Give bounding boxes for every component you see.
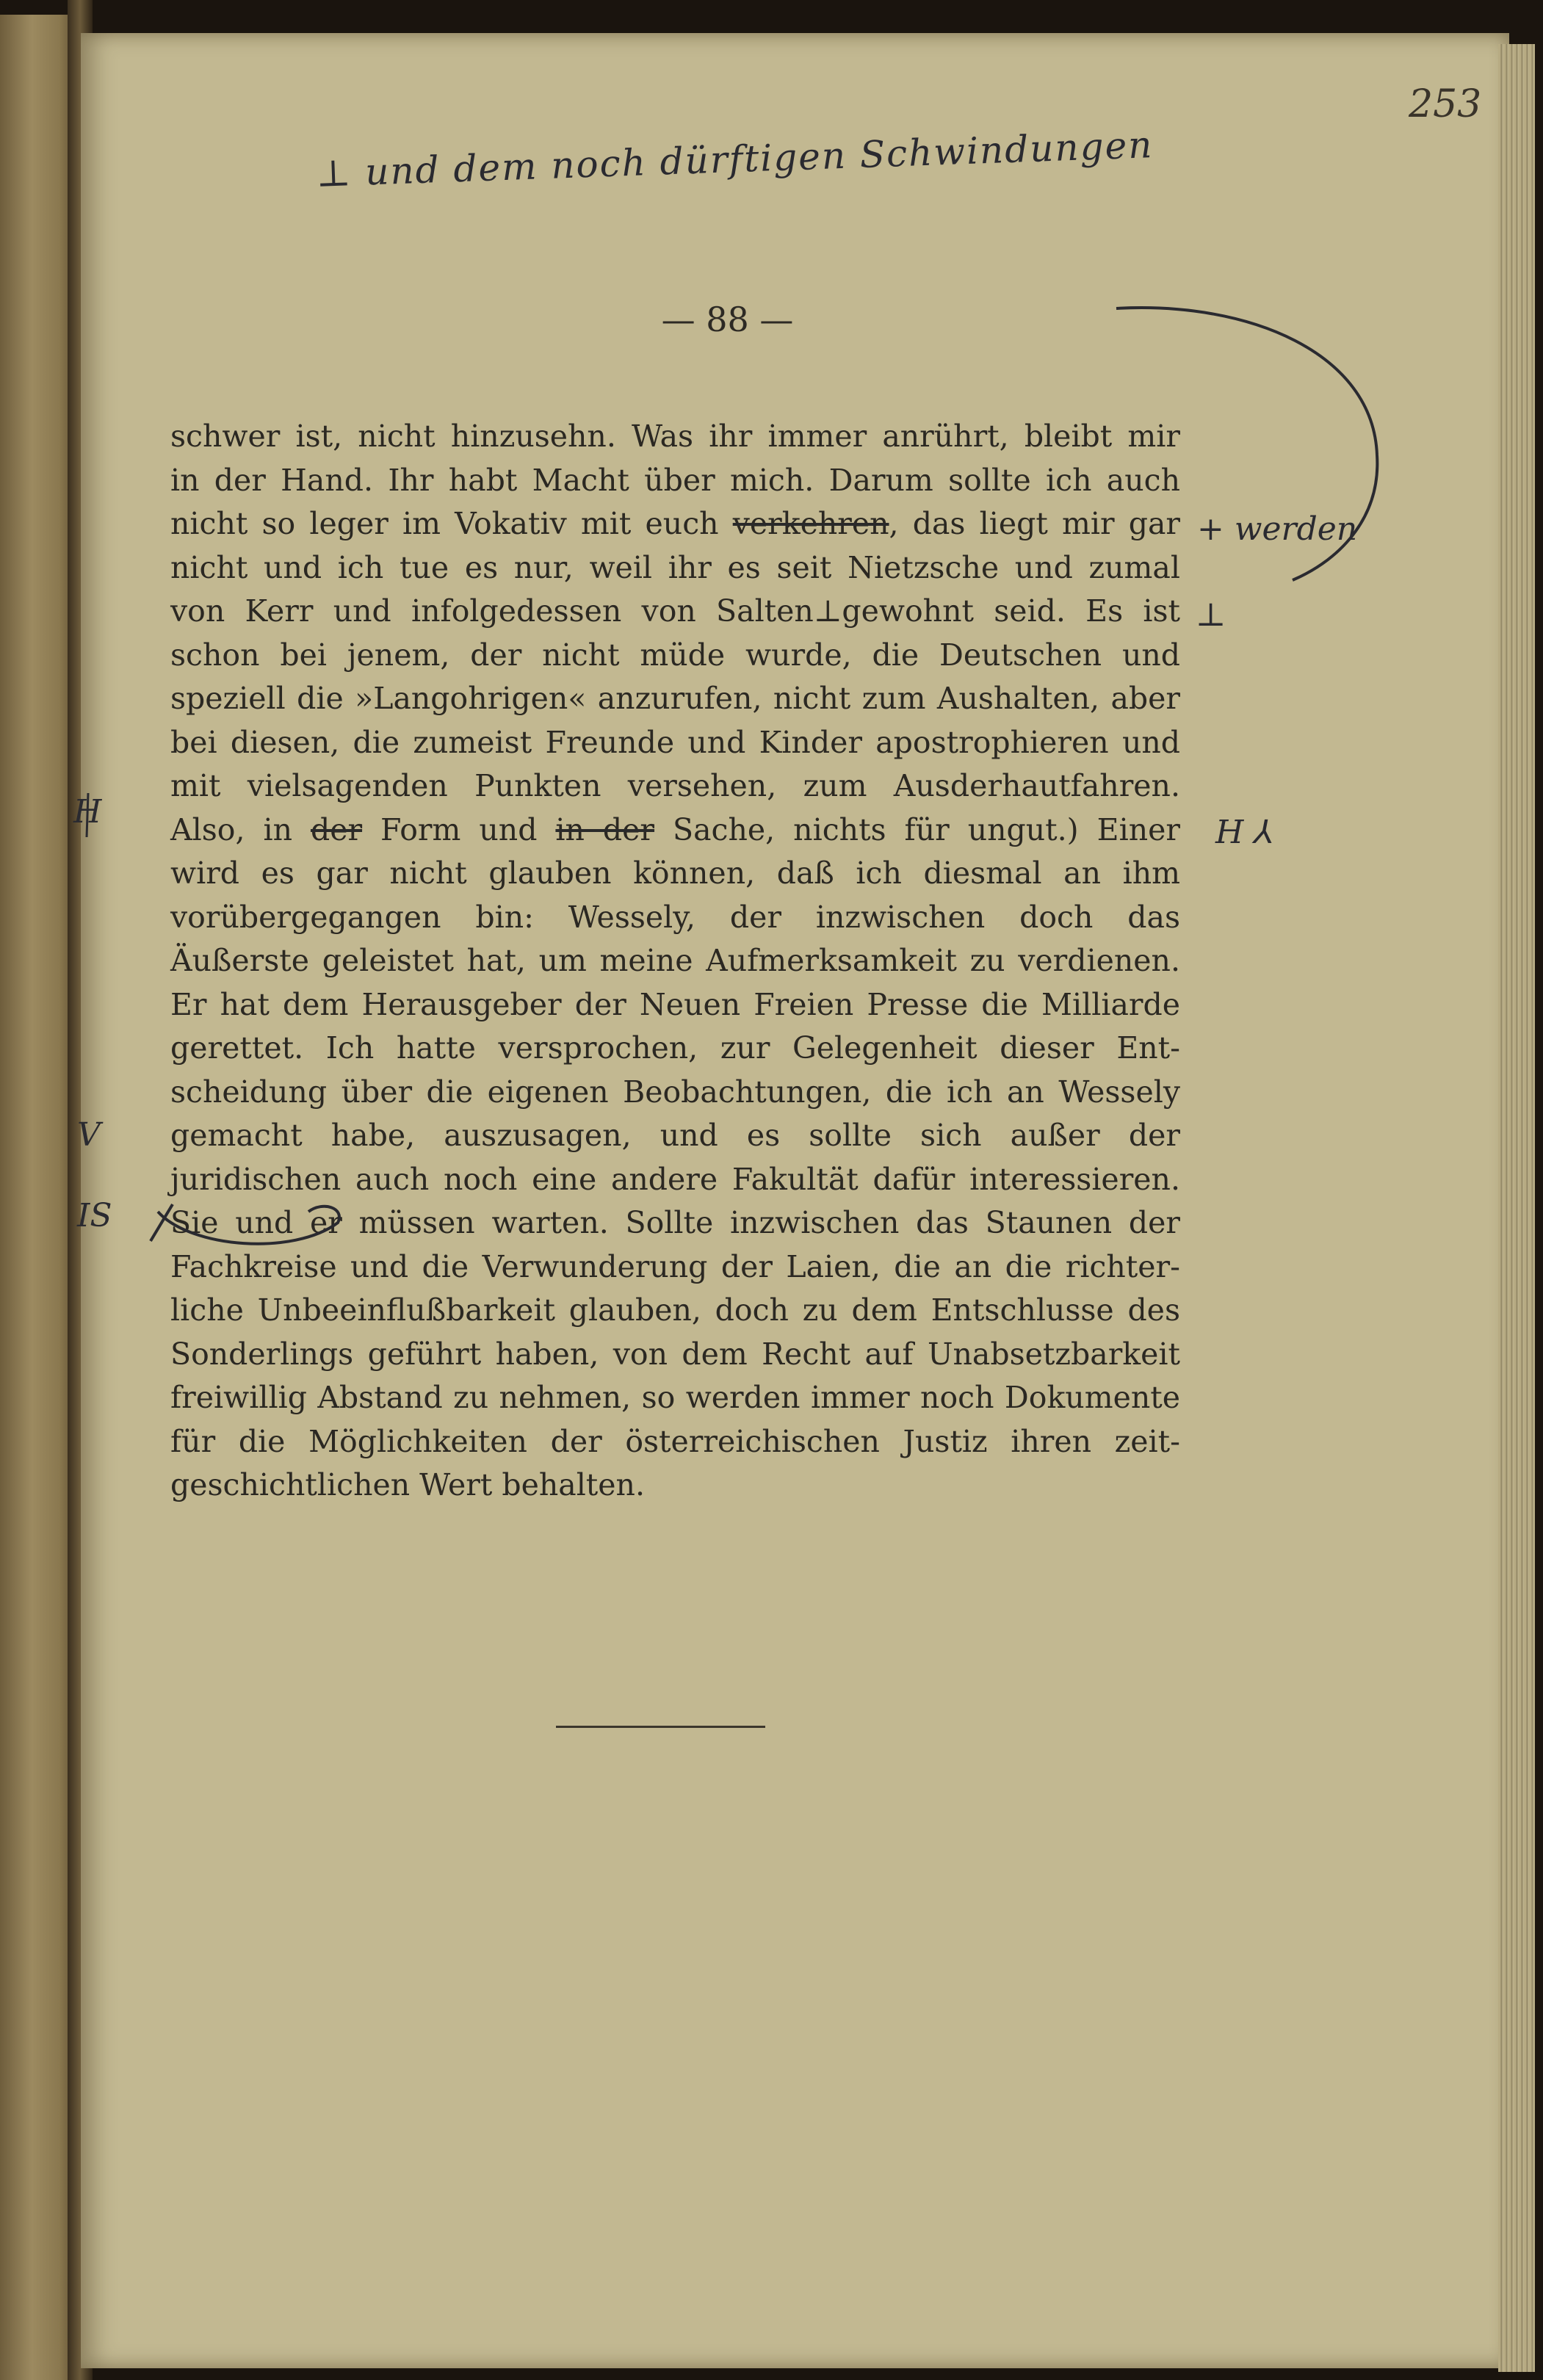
text-line: scheidung über die eigenen Beobachtungen, die ich an Wessely [170,1074,1180,1110]
text-line: Sonderlings geführt haben, von dem Recht auf Unabsetzbarkeit [170,1336,1180,1372]
margin-mark-left: IS [77,1197,112,1234]
text-line: Er hat dem Herausgeber der Neuen Freien Presse die Milliarde [170,986,1180,1022]
struck-word: der [310,811,363,847]
struck-word: verkehren [732,506,889,541]
struck-word: in der [555,811,655,847]
text-line: für die Möglichkeiten der österreichischen Justiz ihren zeit- [170,1423,1180,1459]
text-line: gemacht habe, auszusagen, und es sollte sich außer der [170,1118,1180,1153]
text-line-with-deletion: Also, in der Form und in der Sache, nichts für ungut.) Einer [170,811,1180,847]
margin-note-werden: + werden [1197,510,1358,548]
handwritten-top-note: ⊥ und dem noch dürftigen Schwindungen [315,123,1154,195]
page-stack-edge [1498,44,1535,2372]
text-line: mit vielsagenden Punkten versehen, zum Ausderhautfahren. [170,768,1180,803]
text-line: Sie und er müssen warten. Sollte inzwischen das Staunen der [170,1205,1180,1240]
text-line: juridischen auch noch eine andere Fakultät dafür interessieren. [170,1161,1180,1197]
text-line: liche Unbeeinflußbarkeit glauben, doch zu dem Entschlusse des [170,1292,1180,1328]
margin-mark-insert: ⊥ [1196,596,1226,634]
text-line: geschichtlichen Wert behalten. [170,1467,645,1502]
text-line: Äußerste geleistet hat, um meine Aufmerksamkeit zu verdienen. [170,943,1180,978]
text-line: bei diesen, die zumeist Freunde und Kinder apostrophieren und [170,724,1180,760]
page-number: — 88 — [661,300,794,339]
text-line: schon bei jenem, der nicht müde wurde, die Deutschen und [170,637,1180,673]
closing-rule [556,1726,765,1728]
text-line: wird es gar nicht glauben können, daß ich diesmal an ihm [170,856,1180,891]
margin-mark-right: H ⅄ [1215,814,1274,851]
text-line: gerettet. Ich hatte versprochen, zur Gelegenheit dieser Ent- [170,1030,1180,1066]
text-line: schwer ist, nicht hinzusehn. Was ihr immer anrührt, bleibt mir [170,419,1180,454]
text-line: speziell die »Langohrigen« anzurufen, nicht zum Aushalten, aber [170,681,1180,716]
text-line: von Kerr und infolgedessen von Salten⊥gewohnt seid. Es ist [170,593,1180,629]
text-line: freiwillig Abstand zu nehmen, so werden immer noch Dokumente [170,1380,1180,1415]
folio-number: 253 [1409,82,1482,126]
margin-mark-left: V [77,1116,101,1154]
text-line: in der Hand. Ihr habt Macht über mich. Darum sollte ich auch [170,462,1180,498]
body-text [170,415,1180,1508]
text-line: vorübergegangen bin: Wessely, der inzwischen doch das [170,899,1180,935]
text-line: Fachkreise und die Verwunderung der Laien, die an die richter- [170,1248,1180,1284]
text-line-with-deletion: nicht so leger im Vokativ mit euch verkehren, das liegt mir gar [170,506,1180,541]
text-line: nicht und ich tue es nur, weil ihr es seit Nietzsche und zumal [170,549,1180,585]
margin-mark-left: H [73,793,102,831]
